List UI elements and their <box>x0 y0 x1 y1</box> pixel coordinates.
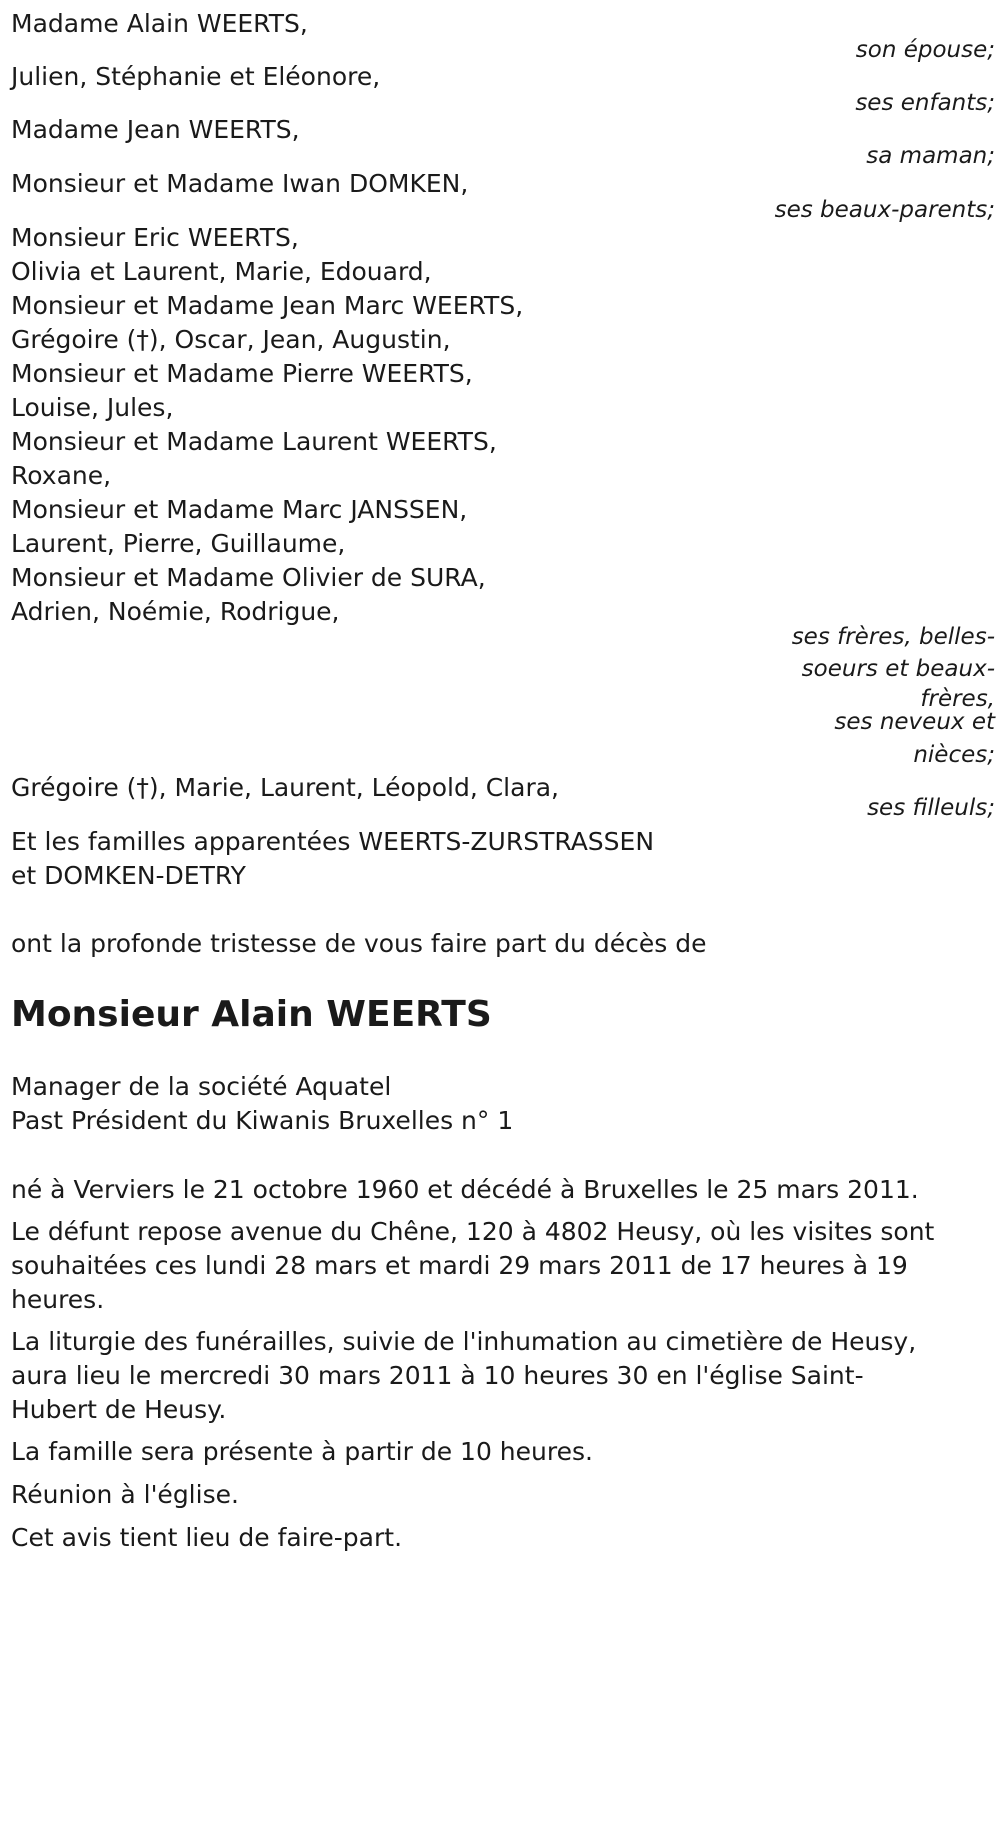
sibling-line: Laurent, Pierre, Guillaume, <box>11 529 346 558</box>
relation-label: son épouse; <box>855 37 995 63</box>
birth-death: né à Verviers le 21 octobre 1960 et décédé à Bruxelles le 25 mars 2011. <box>11 1175 919 1204</box>
related-families-line: Et les familles apparentées WEERTS-ZURSTRASSEN <box>11 827 655 856</box>
sibling-line: Monsieur et Madame Olivier de SURA, <box>11 563 486 592</box>
deceased-title: Past Président du Kiwanis Bruxelles n° 1 <box>11 1106 514 1135</box>
relation-label: soeurs et beaux- <box>801 656 995 682</box>
notice: Cet avis tient lieu de faire-part. <box>11 1523 403 1552</box>
sibling-line: Roxane, <box>11 461 112 490</box>
family-line: Monsieur et Madame Iwan DOMKEN, <box>11 169 469 198</box>
sibling-line: Adrien, Noémie, Rodrigue, <box>11 597 340 626</box>
family-line: Julien, Stéphanie et Eléonore, <box>11 62 381 91</box>
relation-label: frères, <box>920 686 995 712</box>
sibling-line: Monsieur et Madame Pierre WEERTS, <box>11 359 473 388</box>
sibling-line: Olivia et Laurent, Marie, Edouard, <box>11 257 432 286</box>
relation-label: ses beaux-parents; <box>774 197 995 223</box>
sibling-line: Monsieur Eric WEERTS, <box>11 223 299 252</box>
godchildren-line: Grégoire (†), Marie, Laurent, Léopold, Clara, <box>11 773 559 802</box>
relation-label: ses enfants; <box>855 90 995 116</box>
relation-label: nièces; <box>913 742 995 768</box>
deceased-name: Monsieur Alain WEERTS <box>11 994 492 1035</box>
relation-label: ses frères, belles- <box>791 624 995 650</box>
family-line: Madame Alain WEERTS, <box>11 9 308 38</box>
sibling-line: Monsieur et Madame Marc JANSSEN, <box>11 495 468 524</box>
relation-label: ses filleuls; <box>867 795 995 821</box>
sibling-line: Monsieur et Madame Jean Marc WEERTS, <box>11 291 524 320</box>
family-presence: La famille sera présente à partir de 10 heures. <box>11 1437 593 1466</box>
related-families-line: et DOMKEN-DETRY <box>11 861 246 890</box>
family-line: Madame Jean WEERTS, <box>11 115 300 144</box>
funeral-line: aura lieu le mercredi 30 mars 2011 à 10 heures 30 en l'église Saint- <box>11 1361 864 1390</box>
visits-line: souhaitées ces lundi 28 mars et mardi 29 mars 2011 de 17 heures à 19 <box>11 1251 908 1280</box>
announcement: ont la profonde tristesse de vous faire part du décès de <box>11 929 707 958</box>
visits-line: Le défunt repose avenue du Chêne, 120 à 4802 Heusy, où les visites sont <box>11 1217 935 1246</box>
relation-label: sa maman; <box>866 143 995 169</box>
sibling-line: Louise, Jules, <box>11 393 174 422</box>
deceased-title: Manager de la société Aquatel <box>11 1072 392 1101</box>
relation-label: ses neveux et <box>834 709 995 735</box>
funeral-line: La liturgie des funérailles, suivie de l'inhumation au cimetière de Heusy, <box>11 1327 917 1356</box>
funeral-line: Hubert de Heusy. <box>11 1395 227 1424</box>
sibling-line: Monsieur et Madame Laurent WEERTS, <box>11 427 497 456</box>
sibling-line: Grégoire (†), Oscar, Jean, Augustin, <box>11 325 451 354</box>
meeting: Réunion à l'église. <box>11 1480 239 1509</box>
visits-line: heures. <box>11 1285 105 1314</box>
